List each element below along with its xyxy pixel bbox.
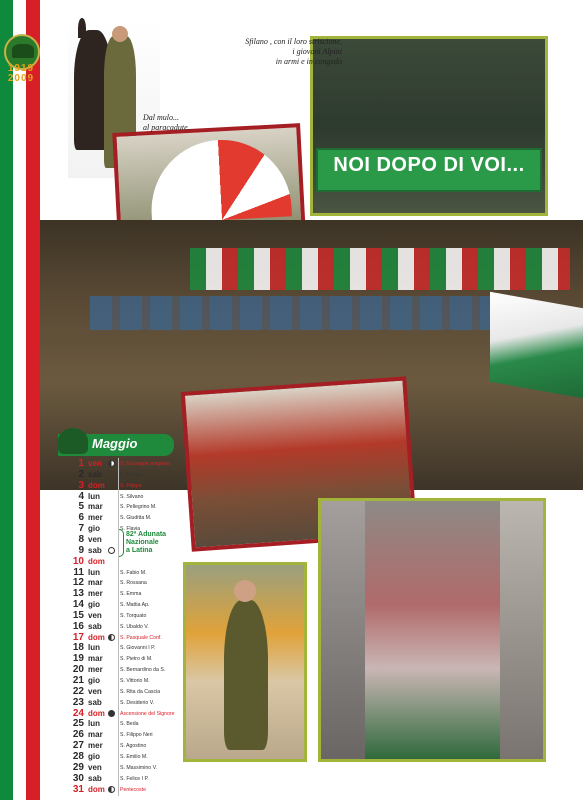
day-weekday: ven [88, 610, 102, 620]
soldier-head-shape [112, 26, 128, 42]
day-weekday: lun [88, 719, 100, 729]
anniversary-years [4, 64, 38, 84]
day-saint: S. Rossana [120, 580, 147, 587]
day-weekday: mer [88, 741, 103, 751]
day-saint: S. Beda [120, 721, 139, 728]
caption-mule [143, 113, 213, 133]
woman-head-shape [234, 580, 256, 602]
day-saint: S. Cesare [120, 471, 144, 478]
day-number: 23 [72, 696, 84, 708]
day-weekday: sab [88, 697, 102, 707]
day-weekday: ven [88, 459, 102, 468]
day-saint: S. Agostino [120, 743, 147, 750]
caption-march [222, 37, 342, 67]
day-saint: S. Pellegrino M. [120, 504, 157, 511]
day-number: 17 [72, 631, 84, 643]
day-weekday: lun [88, 643, 100, 653]
day-number: 18 [72, 642, 84, 654]
day-saint: S. Filippo Neri [120, 732, 153, 739]
flag-stripe-red [26, 0, 40, 800]
day-saint: S. Mattia Ap. [120, 602, 150, 609]
caption-mule-line2: al paracadute. [143, 123, 190, 132]
day-saint: S. Desiderio V. [120, 699, 155, 706]
day-saint: S. Bernardino da S. [120, 667, 166, 674]
day-weekday: sab [88, 621, 102, 631]
day-number: 21 [72, 675, 84, 686]
moon-phase-icon [108, 547, 115, 554]
event-adunata [126, 531, 186, 555]
day-weekday: mar [88, 578, 103, 588]
day-weekday: dom [88, 784, 105, 794]
flag-stripe-green [0, 0, 13, 800]
day-weekday: mar [88, 502, 103, 512]
day-saint: S. Giuseppe artigiano [120, 461, 170, 467]
event-line2: Nazionale [126, 539, 159, 546]
day-saint: S. Giuditta M. [120, 515, 152, 522]
calendar-day-row [48, 784, 188, 796]
street-buildings-left [321, 501, 365, 759]
day-number: 16 [72, 620, 84, 632]
woman-shape [224, 600, 268, 750]
day-weekday: gio [88, 751, 100, 761]
day-saint: S. Emma [120, 591, 142, 598]
day-number: 19 [72, 653, 84, 665]
flag-stripe-white [13, 0, 26, 800]
day-weekday: dom [88, 708, 105, 718]
banner-text: NOI DOPO DI VOI... [333, 154, 525, 176]
day-saint: S. Giovanni I P. [120, 645, 156, 652]
day-weekday: lun [88, 491, 100, 501]
day-number: 15 [72, 609, 84, 621]
day-number: 9 [78, 544, 84, 556]
day-divider [118, 784, 119, 796]
day-weekday: ven [88, 686, 102, 696]
day-number: 26 [72, 729, 84, 741]
day-weekday: gio [88, 676, 100, 685]
day-number: 29 [72, 761, 84, 773]
day-saint: S. Silvano [120, 493, 144, 500]
caption-march-line1: Sfilano , con il loro striscione, [245, 37, 342, 46]
moon-phase-icon [108, 786, 115, 793]
day-saint: S. Felice I P. [120, 775, 149, 782]
day-saint: S. Filippo [120, 482, 142, 489]
day-weekday: ven [88, 534, 102, 544]
day-number: 25 [72, 718, 84, 730]
day-weekday: mer [88, 589, 103, 599]
crowd-blue-shirts [90, 296, 490, 330]
caption-march-line3: in armi e in congedo [275, 57, 342, 66]
day-number: 4 [78, 490, 84, 502]
event-brace [119, 529, 124, 557]
day-saint: Pentecoste [120, 786, 146, 793]
day-number: 27 [72, 740, 84, 752]
day-number: 24 [72, 707, 84, 719]
day-weekday: mer [88, 513, 103, 523]
day-number: 30 [72, 772, 84, 784]
day-weekday: sab [88, 469, 102, 479]
day-saint: S. Fabio M. [120, 569, 147, 576]
day-number: 3 [78, 479, 84, 491]
day-saint: S. Rita da Cascia [120, 688, 161, 695]
day-number: 11 [73, 566, 84, 578]
day-number: 8 [78, 533, 84, 545]
month-name: Maggio [92, 436, 138, 451]
day-weekday: dom [88, 556, 105, 566]
day-saint: S. Torquato [120, 612, 147, 619]
day-number: 13 [72, 588, 84, 600]
moon-phase-icon [108, 460, 115, 467]
day-weekday: sab [88, 773, 102, 783]
day-saint: S. Pasquale Conf. [120, 634, 162, 641]
day-weekday: sab [88, 545, 102, 555]
day-weekday: lun [88, 567, 100, 577]
day-saint: S. Emilio M. [120, 753, 148, 760]
event-line3: a Latina [126, 547, 153, 554]
alpini-hat-icon-month [58, 428, 88, 454]
day-weekday: mar [88, 654, 103, 664]
day-number: 7 [78, 523, 84, 535]
day-saint: S. Flavia [120, 526, 141, 533]
day-saint: S. Massimino V. [120, 764, 157, 771]
day-saint: Ascensione del Signore [120, 710, 175, 717]
day-number: 20 [72, 664, 84, 676]
day-weekday: gio [88, 524, 100, 534]
day-number: 1 [78, 458, 84, 469]
day-saint: S. Vittorio M. [120, 678, 150, 684]
day-weekday: ven [88, 762, 102, 772]
caption-mule-line1: Dal mulo... [143, 113, 179, 122]
day-saint: S. Ubaldo V. [120, 623, 149, 630]
moon-phase-icon [108, 634, 115, 641]
day-number: 6 [78, 512, 84, 524]
day-number: 14 [72, 599, 84, 611]
big-flag [490, 292, 583, 398]
moon-phase-icon [108, 710, 115, 717]
day-number: 31 [72, 783, 84, 795]
day-number: 22 [72, 685, 84, 697]
day-number: 5 [78, 501, 84, 513]
day-weekday: dom [88, 632, 105, 642]
street-buildings-right [500, 501, 543, 759]
day-number: 2 [78, 468, 84, 480]
day-saint: S. Pietro di M. [120, 656, 153, 663]
day-weekday: dom [88, 480, 105, 490]
alpini-hat-icon [12, 44, 34, 58]
caption-march-line2: i giovani Alpini [292, 47, 342, 56]
day-weekday: mar [88, 730, 103, 740]
crowd-flags [190, 248, 570, 290]
day-number: 28 [72, 750, 84, 762]
day-number: 10 [72, 555, 84, 567]
event-line1: 82ª Adunata [126, 531, 167, 538]
day-number: 12 [72, 577, 84, 589]
day-weekday: mer [88, 665, 103, 675]
year-start: 1919 [7, 63, 35, 74]
day-weekday: gio [88, 600, 100, 610]
year-end: 2009 [7, 73, 35, 84]
